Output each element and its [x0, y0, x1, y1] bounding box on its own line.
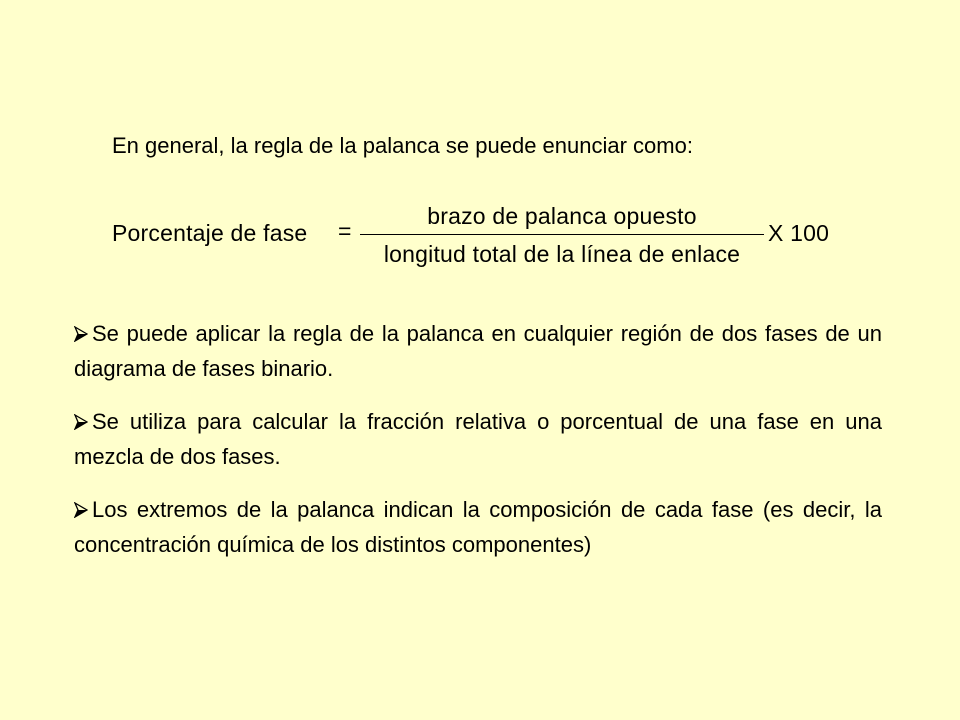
bullet-text: Se utiliza para calcular la fracción relativa o porcentual de una fase en una mezcla de dos fases. — [74, 409, 882, 469]
formula-multiplier: X 100 — [768, 220, 830, 246]
bullet-text: Se puede aplicar la regla de la palanca en cualquier región de dos fases de un diagrama de fases binario. — [74, 321, 882, 381]
arrow-bullet-icon — [74, 414, 88, 430]
bullet-text: Los extremos de la palanca indican la composición de cada fase (es decir, la concentración química de los distintos componentes) — [74, 497, 882, 557]
lever-rule-formula — [112, 200, 852, 270]
list-item — [74, 316, 882, 386]
formula-numerator: brazo de palanca opuesto — [427, 203, 697, 229]
formula-fraction — [360, 200, 764, 270]
fraction-bar — [360, 234, 764, 235]
arrow-bullet-icon — [74, 502, 88, 518]
formula-equals: = — [338, 218, 352, 244]
intro-text: En general, la regla de la palanca se puede enunciar como: — [112, 133, 693, 158]
arrow-bullet-icon — [74, 326, 88, 342]
bullet-list — [74, 316, 882, 580]
list-item — [74, 492, 882, 562]
list-item — [74, 404, 882, 474]
formula-denominator: longitud total de la línea de enlace — [383, 241, 741, 267]
formula-lhs: Porcentaje de fase — [112, 220, 308, 246]
